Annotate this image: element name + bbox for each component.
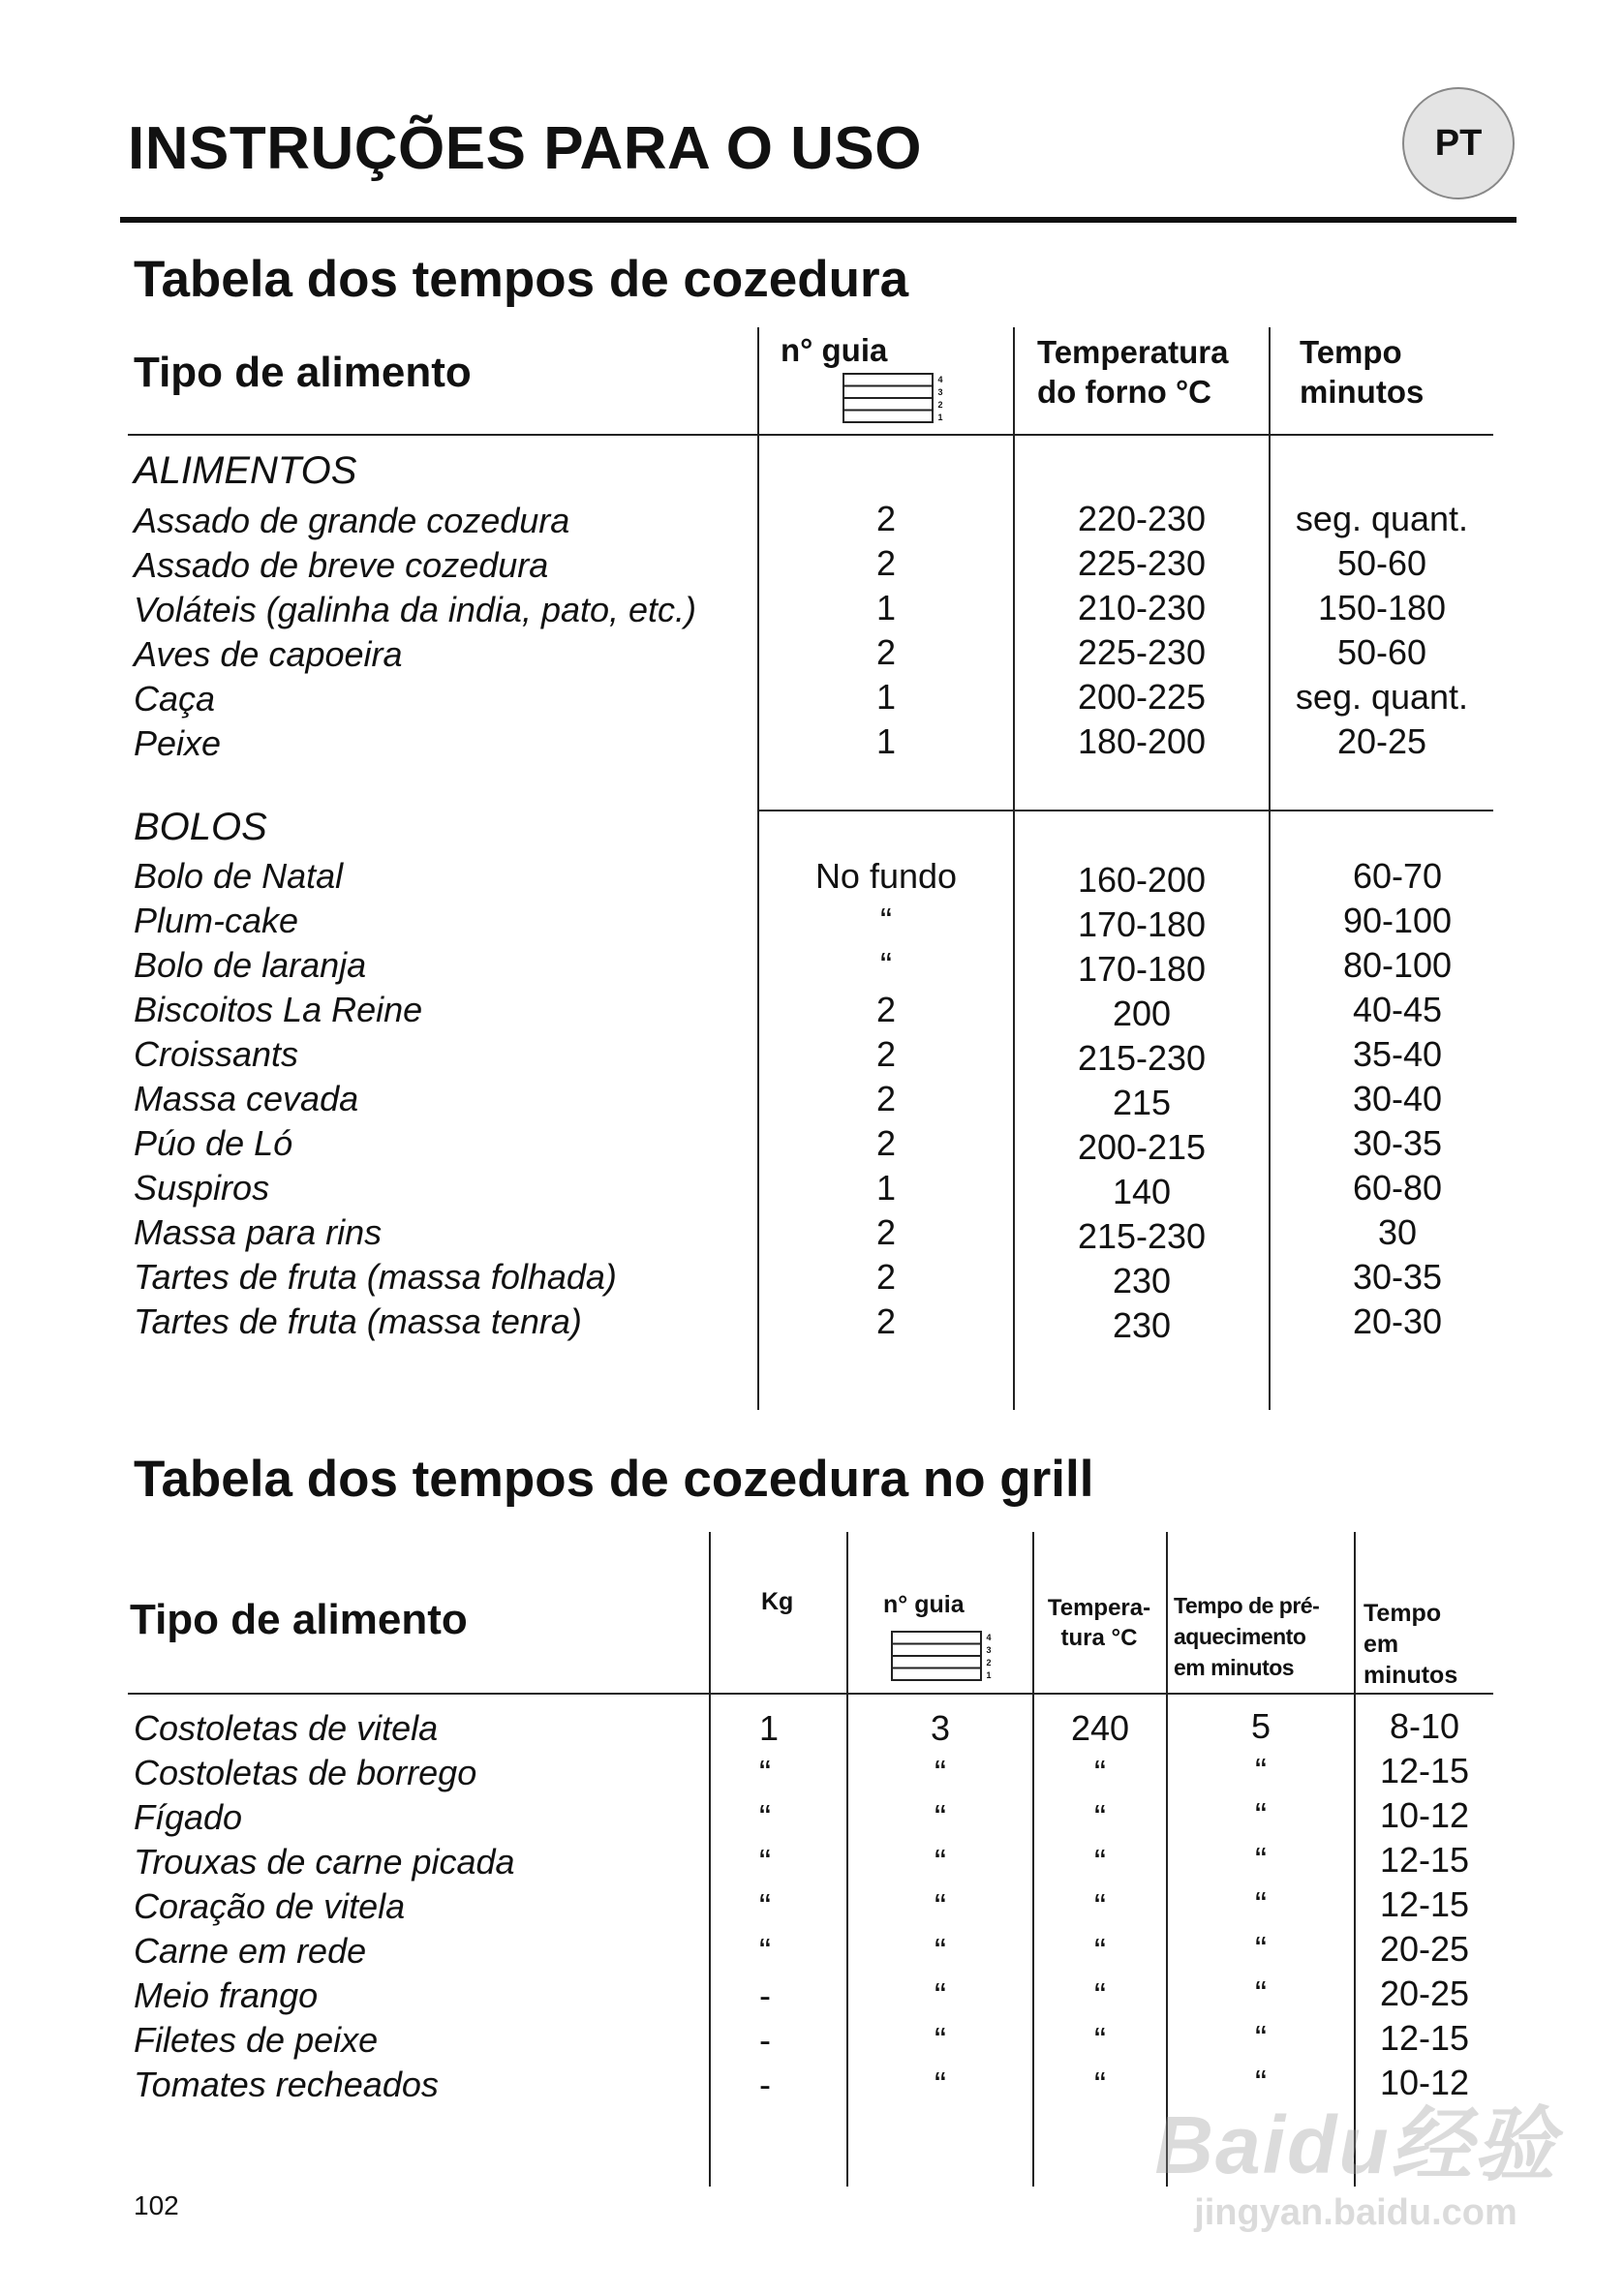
guide-level-label: 1 [937, 413, 943, 422]
temperature-value: 215-230 [1077, 1038, 1207, 1078]
table1-group1-temps [1015, 497, 1269, 764]
kg-value: 1 [759, 1708, 780, 1748]
title-divider [120, 217, 1517, 223]
oven-shelf-guide-icon [843, 372, 949, 429]
table1-header-time-line2: minutos [1300, 374, 1425, 410]
table2-foods [134, 1706, 705, 2107]
table2-header-preheat [1174, 1590, 1319, 1683]
table1-header-rule [128, 434, 1493, 436]
guide-value: “ [935, 1842, 946, 1882]
time-value: 60-80 [1352, 1168, 1443, 1208]
table1-group-rule [757, 810, 1493, 811]
kg-value: “ [759, 1753, 771, 1792]
table1-header-temperature [1037, 332, 1228, 412]
temperature-value: 200-225 [1077, 677, 1207, 717]
kg-value: - [759, 2065, 771, 2104]
food-name: Costoletas de borrego [134, 1753, 477, 1792]
food-name: Massa cevada [134, 1079, 359, 1118]
time-value: 12-15 [1379, 1751, 1470, 1790]
table1-header-food: Tipo de alimento [134, 349, 472, 396]
guide-level-label: 2 [937, 400, 943, 410]
time-value: 90-100 [1342, 901, 1453, 940]
table1-header-guide: n° guia [781, 332, 888, 368]
time-value: 35-40 [1352, 1034, 1443, 1074]
table2-header-preheat-line3: em minutos [1174, 1655, 1295, 1680]
guide-value: 2 [875, 632, 897, 672]
temperature-value: 210-230 [1077, 588, 1207, 627]
guide-level-label: 3 [937, 387, 943, 397]
page-title: INSTRUÇÕES PARA O USO [128, 115, 923, 182]
guide-level-label: 4 [986, 1633, 992, 1642]
table2-header-preheat-line1: Tempo de pré- [1174, 1593, 1320, 1618]
temperature-value: 230 [1112, 1305, 1172, 1345]
temperature-value: 230 [1112, 1261, 1172, 1300]
preheat-value: “ [1255, 1929, 1267, 1969]
guide-value: 2 [875, 990, 897, 1029]
temperature-value: “ [1094, 1753, 1106, 1792]
temperature-value: 240 [1070, 1708, 1130, 1748]
guide-value: 2 [875, 1123, 897, 1163]
food-name: Suspiros [134, 1168, 270, 1208]
guide-value: “ [880, 945, 892, 985]
time-value: 20-25 [1336, 721, 1427, 761]
time-value: 60-70 [1352, 856, 1443, 896]
food-name: Voláteis (galinha da india, pato, etc.) [134, 590, 697, 629]
kg-value: “ [759, 1797, 771, 1837]
food-name: Assado de grande cozedura [134, 501, 570, 540]
food-name: Tartes de fruta (massa folhada) [134, 1257, 617, 1297]
temperature-value: 220-230 [1077, 499, 1207, 538]
temperature-value: “ [1094, 2065, 1106, 2104]
temperature-value: 215 [1112, 1083, 1172, 1122]
baidu-watermark [1152, 2101, 1559, 2247]
table2-title: Tabela dos tempos de cozedura no grill [134, 1451, 1094, 1508]
table1-group-label: ALIMENTOS [134, 449, 357, 492]
kg-value: - [759, 1975, 771, 2015]
table2-header-temperature-line1: Tempera- [1047, 1595, 1151, 1621]
preheat-value: 5 [1250, 1706, 1272, 1746]
time-value: seg. quant. [1295, 677, 1469, 717]
food-name: Fígado [134, 1797, 243, 1837]
table1-group1-times [1271, 497, 1493, 764]
temperature-value: 200 [1112, 994, 1172, 1033]
table2-kg [759, 1706, 837, 2107]
guide-value: 1 [875, 677, 897, 717]
food-name: Massa para rins [134, 1212, 383, 1252]
kg-value: “ [759, 1931, 771, 1971]
preheat-value: “ [1255, 1840, 1267, 1880]
kg-value: - [759, 2020, 771, 2060]
table2-temps [1034, 1706, 1166, 2107]
table2-header-time-line1: Tempo [1364, 1600, 1442, 1627]
temperature-value: “ [1094, 1975, 1106, 2015]
time-value: seg. quant. [1295, 499, 1469, 538]
time-value: 30 [1377, 1212, 1418, 1252]
guide-value: “ [935, 1886, 946, 1926]
food-name: Aves de capoeira [134, 634, 403, 674]
temperature-value: 200-215 [1077, 1127, 1207, 1167]
food-name: Biscoitos La Reine [134, 990, 423, 1029]
table1-header-time [1300, 332, 1424, 412]
guide-value: No fundo [814, 856, 958, 896]
time-value: 12-15 [1379, 1840, 1470, 1880]
table2-guides [848, 1706, 1032, 2107]
table1-group-label: BOLOS [134, 806, 267, 848]
food-name: Caça [134, 679, 216, 719]
page-number: 102 [134, 2190, 179, 2220]
kg-value: “ [759, 1842, 771, 1882]
table1-group2-times [1286, 854, 1509, 1344]
food-name: Meio frango [134, 1975, 319, 2015]
time-value: 30-35 [1352, 1257, 1443, 1297]
temperature-value: 170-180 [1077, 904, 1207, 944]
time-value: 20-30 [1352, 1301, 1443, 1341]
table1-group2-temps [1015, 858, 1269, 1348]
guide-level-label: 4 [937, 375, 943, 384]
guide-value: 2 [875, 1079, 897, 1118]
table1-group2-guides [759, 854, 1013, 1344]
time-value: 30-35 [1352, 1123, 1443, 1163]
preheat-value: “ [1255, 1795, 1267, 1835]
food-name: Plum-cake [134, 901, 299, 940]
kg-value: “ [759, 1886, 771, 1926]
table2-header-rule [128, 1693, 1493, 1695]
guide-value: “ [935, 1797, 946, 1837]
temperature-value: 215-230 [1077, 1216, 1207, 1256]
food-name: Assado de breve cozedura [134, 545, 549, 585]
food-name: Carne em rede [134, 1931, 367, 1971]
table1-group1-guides [759, 497, 1013, 764]
table2-preheat [1168, 1704, 1354, 2105]
food-name: Filetes de peixe [134, 2020, 379, 2060]
table2-column-divider [709, 1532, 711, 2187]
food-name: Costoletas de vitela [134, 1708, 439, 1748]
temperature-value: “ [1094, 1931, 1106, 1971]
guide-value: 2 [875, 1301, 897, 1341]
guide-value: “ [935, 1975, 946, 2015]
guide-value: 2 [875, 1034, 897, 1074]
guide-value: 3 [930, 1708, 951, 1748]
time-value: 12-15 [1379, 1884, 1470, 1924]
guide-value: “ [935, 2020, 946, 2060]
temperature-value: “ [1094, 1797, 1106, 1837]
guide-value: 2 [875, 543, 897, 583]
temperature-value: “ [1094, 2020, 1106, 2060]
table2-header-food: Tipo de alimento [130, 1596, 468, 1643]
temperature-value: 225-230 [1077, 543, 1207, 583]
food-name: Tomates recheados [134, 2065, 439, 2104]
table2-header-guide: n° guia [883, 1591, 965, 1618]
guide-value: “ [935, 1931, 946, 1971]
preheat-value: “ [1255, 2018, 1267, 2058]
watermark-url: jingyan.baidu.com [1194, 2192, 1517, 2233]
temperature-value: 170-180 [1077, 949, 1207, 989]
watermark-logo: Baidu经验 [1154, 2099, 1557, 2190]
time-value: 12-15 [1379, 2018, 1470, 2058]
guide-value: “ [935, 2065, 946, 2104]
guide-level-label: 2 [986, 1658, 992, 1668]
table2-header-time-line2: em [1364, 1631, 1399, 1658]
time-value: 80-100 [1342, 945, 1453, 985]
time-value: 10-12 [1379, 2063, 1470, 2102]
table2-header-temperature-line2: tura °C [1060, 1625, 1138, 1651]
time-value: 50-60 [1336, 632, 1427, 672]
food-name: Tartes de fruta (massa tenra) [134, 1301, 582, 1341]
table1-group1-foods [134, 499, 753, 766]
table2-times [1356, 1704, 1493, 2105]
guide-level-label: 1 [986, 1670, 992, 1680]
table1-header-temperature-line1: Temperatura [1037, 334, 1229, 370]
time-value: 10-12 [1379, 1795, 1470, 1835]
table2-header-temperature [1032, 1593, 1166, 1653]
table2-header-preheat-line2: aquecimento [1174, 1624, 1306, 1649]
temperature-value: 225-230 [1077, 632, 1207, 672]
food-name: Trouxas de carne picada [134, 1842, 515, 1882]
preheat-value: “ [1255, 1751, 1267, 1790]
time-value: 150-180 [1317, 588, 1447, 627]
food-name: Bolo de Natal [134, 856, 344, 896]
food-name: Peixe [134, 723, 222, 763]
time-value: 30-40 [1352, 1079, 1443, 1118]
table1-column-divider [1269, 327, 1271, 1410]
table2-header-kg: Kg [761, 1588, 794, 1615]
guide-value: 2 [875, 1212, 897, 1252]
preheat-value: “ [1255, 2063, 1267, 2102]
language-badge: PT [1402, 87, 1515, 199]
guide-value: “ [935, 1753, 946, 1792]
guide-value: 1 [875, 721, 897, 761]
temperature-value: 160-200 [1077, 860, 1207, 900]
guide-value: 2 [875, 499, 897, 538]
time-value: 8-10 [1389, 1706, 1460, 1746]
table1-header-time-line1: Tempo [1300, 334, 1402, 370]
temperature-value: “ [1094, 1886, 1106, 1926]
table2-header-time-line3: minutos [1364, 1662, 1458, 1689]
time-value: 40-45 [1352, 990, 1443, 1029]
temperature-value: “ [1094, 1842, 1106, 1882]
guide-value: 1 [875, 588, 897, 627]
table2-header-time [1364, 1598, 1457, 1691]
food-name: Bolo de laranja [134, 945, 367, 985]
guide-value: 2 [875, 1257, 897, 1297]
time-value: 50-60 [1336, 543, 1427, 583]
food-name: Púo de Ló [134, 1123, 293, 1163]
table1-title: Tabela dos tempos de cozedura [134, 251, 909, 308]
food-name: Coração de vitela [134, 1886, 406, 1926]
preheat-value: “ [1255, 1884, 1267, 1924]
guide-value: “ [880, 901, 892, 940]
table1-header-temperature-line2: do forno °C [1037, 374, 1211, 410]
guide-value: 1 [875, 1168, 897, 1208]
time-value: 20-25 [1379, 1974, 1470, 2013]
time-value: 20-25 [1379, 1929, 1470, 1969]
oven-shelf-guide-icon [891, 1630, 997, 1687]
food-name: Croissants [134, 1034, 299, 1074]
table1-group2-foods [134, 854, 753, 1344]
preheat-value: “ [1255, 1974, 1267, 2013]
temperature-value: 140 [1112, 1172, 1172, 1211]
temperature-value: 180-200 [1077, 721, 1207, 761]
guide-level-label: 3 [986, 1645, 992, 1655]
